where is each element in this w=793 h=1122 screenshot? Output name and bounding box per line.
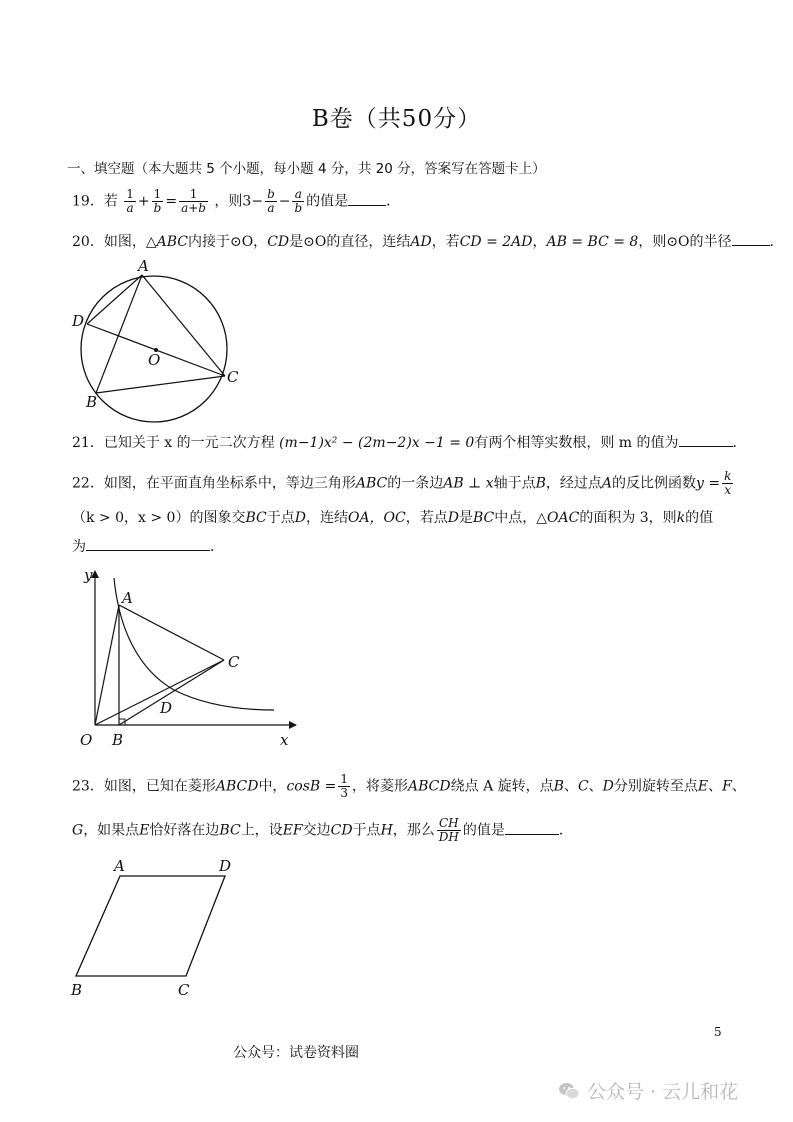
fraction-k-over-x: $\frac{k}{x}$: [724, 469, 732, 497]
question-22-line-1: 22．如图，在平面直角坐标系中，等边三角形ABC的一条边AB ⊥ x轴于点B，经过点A的反比例函数y = $\frac{k}{x}$: [72, 469, 732, 497]
figure-22-coordinate-plane: [64, 560, 304, 755]
question-23-line-1: 23．如图，已知在菱形ABCD中，cosB = $\frac{1}{3}$ ，将菱形ABCD绕点 A 旋转，点B、C、D分别旋转至点E、F、: [72, 772, 746, 800]
watermark: [557, 1077, 738, 1104]
question-21: 21．已知关于 x 的一元二次方程 (m−1)x² − (2m−2)x −1 = 0有两个相等实数根，则 m 的值为 ．: [72, 432, 747, 453]
label-c: C: [178, 981, 190, 999]
question-20: 20．如图，△ABC内接于⊙O，CD是⊙O的直径，连结AD，若CD = 2AD，AB = BC = 8，则⊙O的半径 ．: [72, 231, 784, 252]
fraction-1-over-a-plus-b: $\frac{1}{a+b}$: [181, 187, 206, 215]
answer-blank-21[interactable]: [679, 432, 733, 447]
question-22-line-2: （k > 0，x > 0）的图象交BC于点D，连结OA，OC，若点D是BC中点，△OAC的面积为 3，则k的值: [72, 510, 714, 526]
page-title: B卷（共50分）: [311, 106, 482, 132]
fraction-b-over-a: $\frac{b}{a}$: [267, 187, 275, 215]
segment-ad: [87, 275, 142, 324]
label-a: A: [122, 589, 133, 607]
answer-blank-23[interactable]: [505, 820, 559, 835]
label-d: D: [160, 699, 173, 717]
label-y: y: [84, 566, 93, 584]
label-d: D: [219, 857, 232, 875]
segment-ab: [96, 275, 142, 393]
fraction-ch-over-dh: $\frac{CH}{DH}$: [438, 816, 459, 844]
segment-bc: [96, 376, 225, 393]
label-a: A: [114, 857, 125, 875]
label-o: O: [148, 351, 161, 369]
wechat-icon: [557, 1079, 581, 1103]
section-heading: 一、填空题（本大题共 5 个小题，每小题 4 分，共 20 分，答案写在答题卡上）: [67, 161, 546, 177]
label-x: x: [280, 731, 289, 749]
answer-blank-20[interactable]: [732, 231, 770, 246]
fraction-a-over-b: $\frac{a}{b}$: [294, 187, 303, 215]
footer-source: 公众号：试卷资料圈: [233, 1045, 359, 1061]
answer-blank-19[interactable]: [348, 191, 386, 206]
fraction-1-over-b: $\frac{1}{b}$: [153, 187, 162, 215]
segment-oa: [95, 605, 119, 725]
label-c: C: [227, 368, 239, 386]
answer-blank-22[interactable]: [86, 536, 210, 551]
label-b: B: [112, 731, 124, 749]
question-19: 19．若 $\frac{1}{a}$ + $\frac{1}{b}$ = $\frac{1}{a+b}$ ，则3− $\frac{b}{a}$ − $\frac{a}{b}$ 的值是 ．: [72, 187, 401, 215]
question-23-line-2: G，如果点E恰好落在边BC上，设EF交边CD于点H，那么 $\frac{CH}{DH}$ 的值是 ．: [72, 816, 573, 844]
segment-ac: [119, 605, 224, 660]
fraction-one-third: $\frac{1}{3}$: [340, 772, 349, 800]
x-axis-arrow-icon: [289, 721, 297, 729]
label-c: C: [228, 653, 240, 671]
figure-23-rhombus: [62, 852, 252, 1002]
label-b: B: [86, 393, 98, 411]
rhombus-abcd: [76, 876, 225, 976]
fraction-1-over-a: $\frac{1}{a}$: [126, 187, 134, 215]
label-o: O: [80, 731, 93, 749]
figure-20-circle: [60, 252, 260, 432]
watermark-text: 公众号 · 云儿和花: [587, 1081, 739, 1103]
question-22-line-3: 为 ．: [72, 536, 224, 557]
label-b: B: [71, 981, 83, 999]
label-d: D: [72, 312, 85, 330]
label-a: A: [138, 257, 149, 275]
page-number: 5: [714, 1025, 722, 1039]
